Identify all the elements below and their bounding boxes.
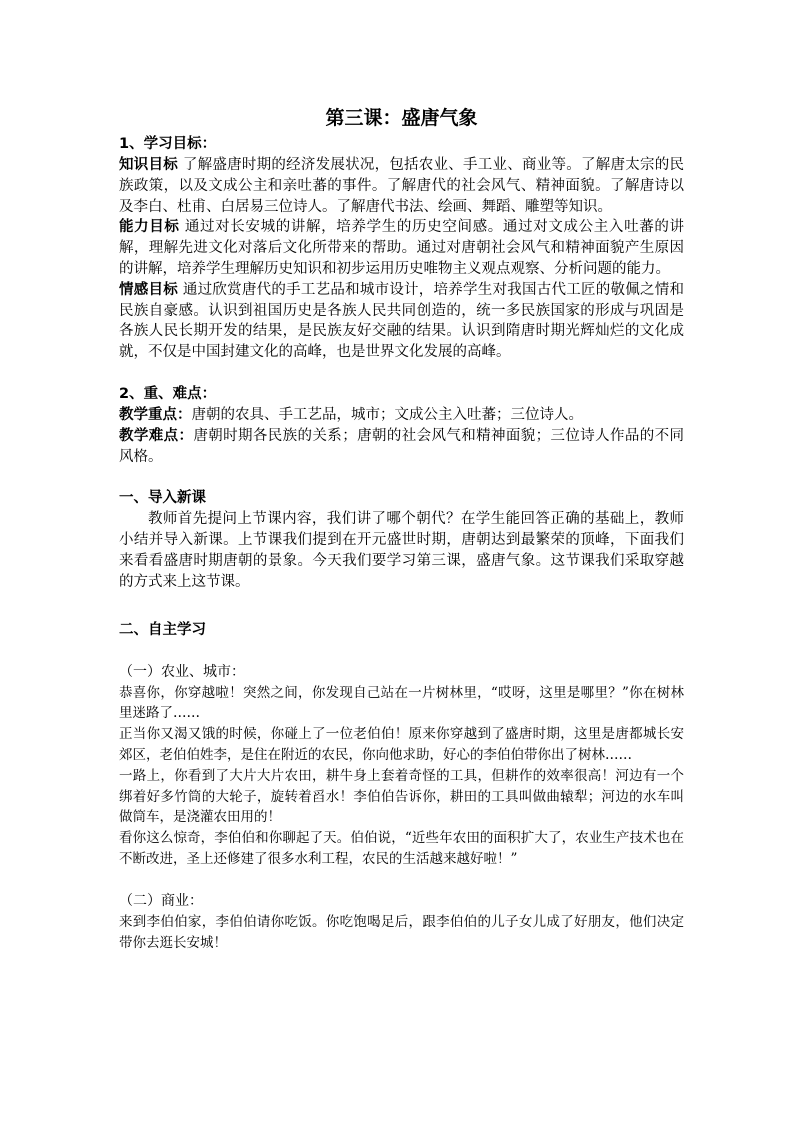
story-paragraph: 看你这么惊奇，李伯伯和你聊起了天。伯伯说，“近些年农田的面积扩大了，农业生产技术也在不断改进，圣上还修建了很多水利工程，农民的生活越来越好啦！” xyxy=(119,830,684,867)
teaching-focus-text: 唐朝的农具、手工艺品，城市；文成公主入吐蕃；三位诗人。 xyxy=(191,406,583,423)
knowledge-goal xyxy=(119,155,684,217)
emotion-goal-label: 情感目标 xyxy=(119,281,178,298)
document-content xyxy=(119,104,684,953)
spacer xyxy=(119,363,684,384)
teaching-difficulty-text: 唐朝时期各民族的关系；唐朝的社会风气和精神面貌；三位诗人作品的不同风格。 xyxy=(119,427,685,465)
knowledge-goal-text: 了解盛唐时期的经济发展状况，包括农业、手工业、商业等。了解唐太宗的民族政策，以及文成公主和亲吐蕃的事件。了解唐代的社会风气、精神面貌。了解唐诗以及李白、杜甫、白居易三位诗人。了解唐代书法、绘画、舞蹈、雕塑等知识。 xyxy=(119,157,685,215)
intro-paragraph: 教师首先提问上节课内容，我们讲了哪个朝代？在学生能回答正确的基础上，教师小结并导入新课。上节课我们提到在开元盛世时期，唐朝达到最繁荣的顶峰，下面我们来看看盛唐时期唐朝的景象。今天我们要学习第三课，盛唐气象。这节课我们采取穿越的方式来上这节课。 xyxy=(119,511,684,590)
story-paragraph: 来到李伯伯家，李伯伯请你吃饭。你吃饱喝足后，跟李伯伯的儿子女儿成了好朋友，他们决定带你去逛长安城！ xyxy=(119,913,684,951)
agri-story xyxy=(119,683,684,870)
story-paragraph: 恭喜你，你穿越啦！突然之间，你发现自己站在一片树林里，“哎呀，这里是哪里？”你在树林里迷路了…… xyxy=(119,684,684,722)
ability-goal-label: 能力目标 xyxy=(119,219,180,236)
agri-heading: （一）农业、城市： xyxy=(119,663,245,680)
emotion-goal xyxy=(119,280,684,363)
commerce-story xyxy=(119,912,684,954)
story-paragraph: 正当你又渴又饿的时候，你碰上了一位老伯伯！原来你穿越到了盛唐时期，这里是唐都城长安郊区，老伯伯姓李，是住在附近的农民，你向他求助，好心的李伯伯带你出了树林…… xyxy=(119,726,684,763)
teaching-focus-label: 教学重点： xyxy=(119,406,192,423)
spacer xyxy=(119,870,684,891)
commerce-heading: （二）商业： xyxy=(119,892,203,909)
self-study-heading: 二、自主学习 xyxy=(119,621,206,638)
teaching-difficulty xyxy=(119,426,684,468)
spacer xyxy=(119,467,684,488)
page-title: 第三课：盛唐气象 xyxy=(325,107,478,129)
teaching-difficulty-label: 教学难点： xyxy=(119,427,194,444)
spacer xyxy=(119,641,684,662)
knowledge-goal-label: 知识目标 xyxy=(119,157,178,173)
ability-goal-text: 通过对长安城的讲解，培养学生的历史空间感。通过对文成公主入吐蕃的讲解，理解先进文化对落后文化所带来的帮助。通过对唐朝社会风气和精神面貌产生原因的讲解，培养学生理解历史知识和初步运用历史唯物主义观点观察、分析问题的能力。 xyxy=(119,219,685,277)
emotion-goal-text: 通过欣赏唐代的手工艺品和城市设计，培养学生对我国古代工匠的敬佩之情和民族自豪感。认识到祖国历史是各族人民共同创造的，统一多民族国家的形成与巩固是各族人民长期开发的结果，是民族友好交融的结果。认识到隋唐时期光辉灿烂的文化成就，不仅是中国封建文化的高峰，也是世界文化发展的高峰。 xyxy=(119,281,685,361)
ability-goal xyxy=(119,217,684,279)
keypoints-heading: 2、重、难点： xyxy=(119,385,217,402)
teaching-focus xyxy=(119,405,684,426)
goals-heading: 1、学习目标： xyxy=(119,136,217,152)
spacer xyxy=(119,593,684,620)
intro-heading: 一、导入新课 xyxy=(119,490,206,507)
story-paragraph: 一路上，你看到了大片大片农田，耕牛身上套着奇怪的工具，但耕作的效率很高！河边有一个绑着好多竹筒的大轮子，旋转着舀水！李伯伯告诉你，耕田的工具叫做曲辕犁；河边的水车叫做筒车，是浇灌农田用的！ xyxy=(119,767,684,826)
